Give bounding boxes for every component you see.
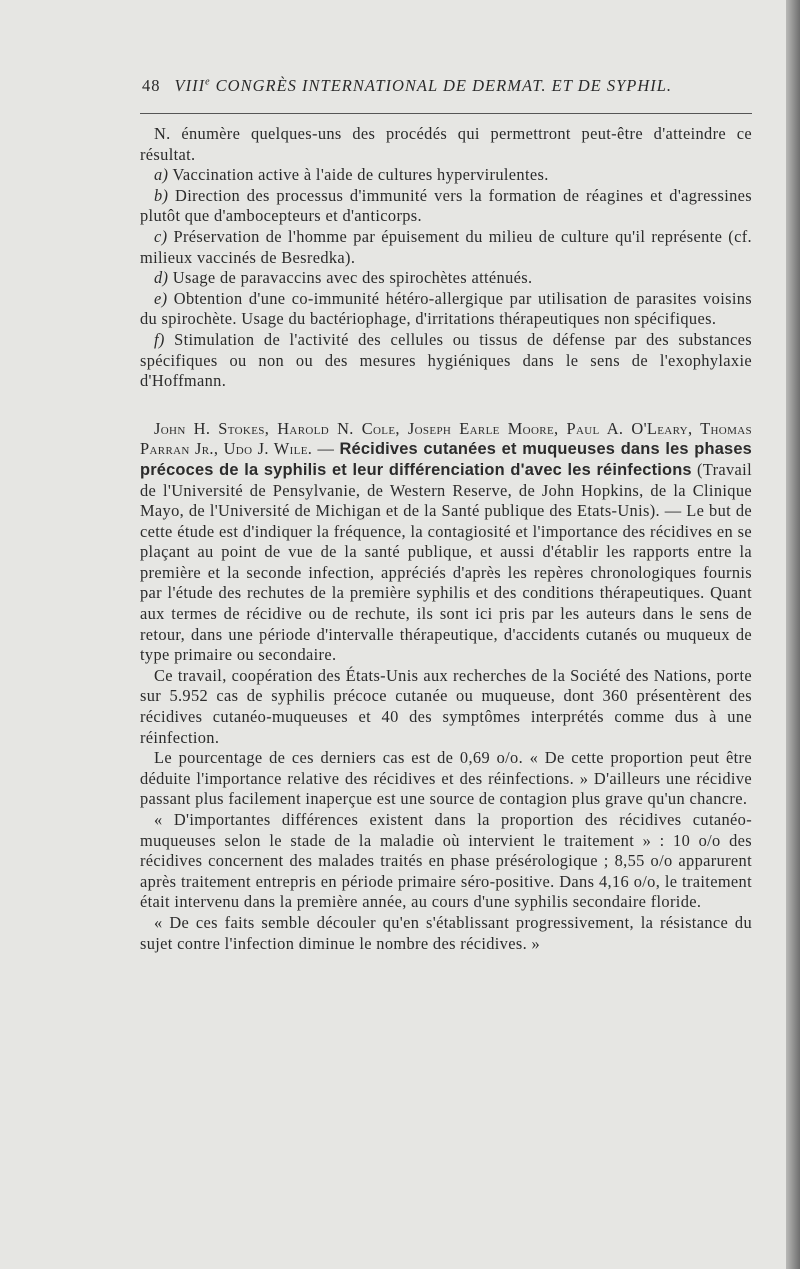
header-rule [140, 113, 752, 114]
item-letter: d) [154, 268, 169, 288]
item-letter: b) [154, 185, 169, 205]
article-paragraph-1: Ce travail, coopération des États-Unis aux recherches de la Société des Nations, porte sur 5.952 cas de syphilis précoce cutanée ou muqueuse, dont 360 présentèrent des récidives cutanéo-muqueuses et 40 des symptômes interprétés comme dus à une réinfection. [140, 665, 752, 747]
item-text: Vaccination active à l'aide de cultures hypervirulentes. [168, 165, 549, 185]
article-authors: John H. Stokes, Harold N. Cole, Joseph Earle Moore, Paul A. O'Leary, Thomas Parran Jr., Udo J. Wile. [140, 418, 752, 459]
item-letter: c) [154, 226, 168, 246]
title-superscript: e [205, 76, 211, 88]
item-text: Usage de paravaccins avec des spirochètes atténués. [168, 268, 533, 288]
item-text: Stimulation de l'activité des cellules ou tissus de défense par des substances spécifiques ou non ou des mesures hygiéniques dans le sens de l'exophylaxie d'Hoffmann. [140, 329, 752, 391]
section1-intro: N. énumère quelques-uns des procédés qui permettront peut-être d'atteindre ce résultat. [140, 124, 752, 164]
article-paragraph-2: Le pourcentage de ces derniers cas est de 0,69 o/o. « De cette proportion peut être déduite l'importance relative des récidives et des réinfections. » D'ailleurs une récidive passant plus facilement inaperçue est une source de contagion plus grave qu'un chancre. [140, 748, 752, 809]
list-item-a [140, 165, 752, 186]
article-lead: — Le but de cette étude est d'indiquer la fréquence, la contagiosité et l'importance des récidives en se plaçant au point de vue de la santé publique, et aussi d'établir les rapports entre la première et la seconde infection, appréciés d'après les repères chronologiques fournis par l'étude des rechutes de la première syphilis et des conditions thérapeutiques. Quant aux termes de récidive ou de rechute, ils sont ici pris par les auteurs dans le sens de retour, dans une période d'intervalle thérapeutique, d'accidents cutanés ou muqueux de type primaire ou secondaire. [140, 501, 753, 665]
article-dash: — [312, 439, 340, 459]
list-item-f [140, 330, 752, 392]
list-item-d [140, 268, 752, 289]
item-letter: f) [154, 329, 165, 349]
title-prefix: VIII [174, 76, 206, 95]
title-rest: CONGRÈS INTERNATIONAL DE DERMAT. ET DE SYPHIL. [210, 76, 673, 95]
article-title: Récidives cutanées et muqueuses dans les phases précoces de la syphilis et leur différenciation d'avec les réinfections [140, 440, 752, 479]
section-gap [140, 392, 752, 419]
body-text [140, 124, 752, 954]
list-item-b [140, 186, 752, 227]
running-title [175, 76, 673, 95]
list-item-c [140, 227, 752, 268]
item-text: Préservation de l'homme par épuisement du milieu de culture qu'il représente (cf. milieux vaccinés de Besredka). [140, 226, 752, 267]
item-letter: e) [154, 288, 168, 308]
page-edge-shadow [786, 0, 800, 1269]
item-text: Obtention d'une co-immunité hétéro-allergique par utilisation de parasites voisins du spirochète. Usage du bactériophage, d'irritations thérapeutiques non spécifiques. [140, 288, 752, 329]
item-text: Direction des processus d'immunité vers la formation de réagines et d'agressines plutôt que d'ambocepteurs et d'anticorps. [140, 185, 752, 226]
list-item-e [140, 289, 752, 330]
article-affiliation: (Travail de l'Université de Pensylvanie, de Western Reserve, de John Hopkins, de la Clinique Mayo, de l'Université de Michigan et de la Santé publique des Etats-Unis). [140, 459, 752, 521]
running-head [142, 76, 752, 96]
article-paragraph-3: « D'importantes différences existent dans la proportion des récidives cutanéo-muqueuses selon le stade de la maladie où intervient le traitement » : 10 o/o des récidives concernent des malades traités en phase présérologique ; 8,55 o/o apparurent après traitement entrepris en période primaire séro-positive. Dans 4,16 o/o, le traitement était intervenu dans la première année, au cours d'une syphilis secondaire floride. [140, 810, 752, 912]
item-letter: a) [154, 165, 169, 185]
article-paragraph-4: « De ces faits semble découler qu'en s'établissant progressivement, la résistance du sujet contre l'infection diminue le nombre des récidives. » [140, 912, 752, 953]
article-header [140, 419, 752, 666]
page-number: 48 [142, 76, 161, 95]
